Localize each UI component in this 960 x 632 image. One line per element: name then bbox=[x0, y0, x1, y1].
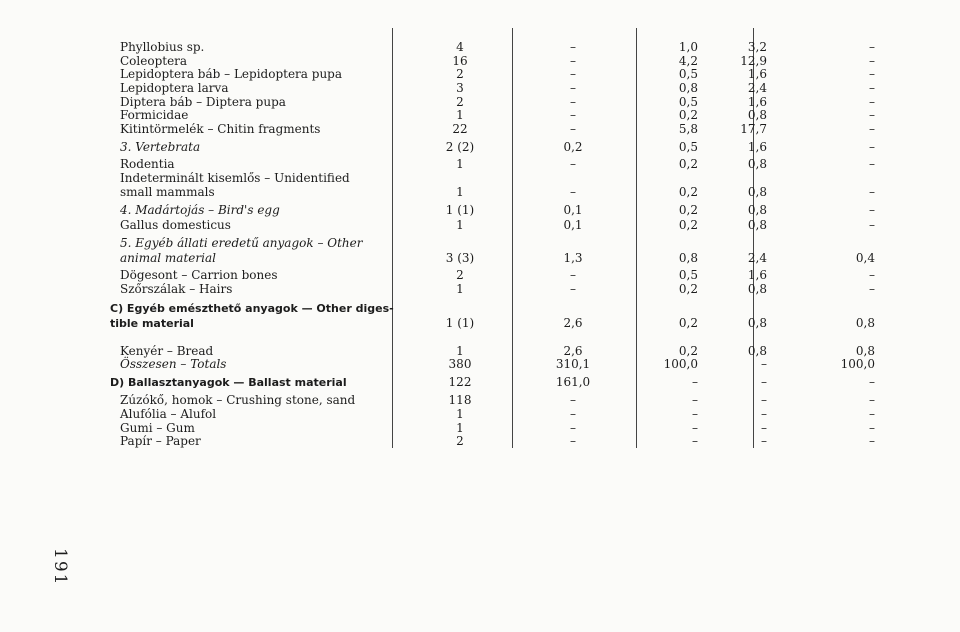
cell-c4: 1,6 bbox=[747, 268, 767, 282]
cell-c2: – bbox=[570, 81, 576, 95]
cell-c3: 0,2 bbox=[678, 203, 698, 217]
cell-c4: 0,8 bbox=[747, 316, 767, 330]
cell-c2: 0,1 bbox=[563, 218, 583, 232]
cell-c2: – bbox=[570, 282, 576, 296]
cell-c3: 0,2 bbox=[678, 316, 698, 330]
cell-c4: – bbox=[761, 407, 767, 421]
cell-c4: 1,6 bbox=[747, 67, 767, 81]
cell-c5: – bbox=[869, 122, 875, 136]
cell-c1: 1 bbox=[456, 108, 464, 122]
cell-c3: 0,5 bbox=[678, 67, 698, 81]
cell-c5: – bbox=[869, 268, 875, 282]
cell-c2: – bbox=[570, 434, 576, 448]
cell-c4: 0,8 bbox=[747, 282, 767, 296]
cell-c3: 0,8 bbox=[678, 81, 698, 95]
cell-c3: 0,2 bbox=[678, 185, 698, 199]
row-label: Papír – Paper bbox=[120, 434, 201, 448]
table-row bbox=[0, 140, 960, 155]
cell-c4: 0,8 bbox=[747, 157, 767, 171]
cell-c4: 0,8 bbox=[747, 218, 767, 232]
cell-c5: – bbox=[869, 375, 875, 389]
cell-c2: – bbox=[570, 268, 576, 282]
cell-c5: – bbox=[869, 407, 875, 421]
table-row bbox=[0, 434, 960, 449]
cell-c4: – bbox=[761, 421, 767, 435]
cell-c5: – bbox=[869, 54, 875, 68]
cell-c4: – bbox=[761, 393, 767, 407]
cell-c1: 1 (1) bbox=[445, 316, 475, 330]
row-label: Gallus domesticus bbox=[120, 218, 231, 232]
cell-c1: 1 bbox=[456, 421, 464, 435]
cell-c3: 100,0 bbox=[663, 357, 698, 371]
cell-c5: 100,0 bbox=[840, 357, 875, 371]
cell-c4: 12,9 bbox=[740, 54, 767, 68]
cell-c1: 1 bbox=[456, 157, 464, 171]
cell-c2: – bbox=[570, 185, 576, 199]
row-label: Gumi – Gum bbox=[120, 421, 195, 435]
row-label: Dögesont – Carrion bones bbox=[120, 268, 278, 282]
table-row bbox=[0, 282, 960, 297]
row-label: Szőrszálak – Hairs bbox=[120, 282, 233, 296]
cell-c4: 2,4 bbox=[747, 251, 767, 265]
cell-c4: – bbox=[761, 434, 767, 448]
row-label: Phyllobius sp. bbox=[120, 40, 205, 54]
cell-c3: 4,2 bbox=[678, 54, 698, 68]
table-row bbox=[0, 393, 960, 408]
row-label: Kenyér – Bread bbox=[120, 344, 214, 358]
cell-c2: 2,6 bbox=[563, 344, 583, 358]
cell-c3: 0,2 bbox=[678, 108, 698, 122]
row-label: Coleoptera bbox=[120, 54, 188, 68]
cell-c2: 0,2 bbox=[563, 140, 583, 154]
cell-c4: 0,8 bbox=[747, 108, 767, 122]
cell-c2: – bbox=[570, 54, 576, 68]
cell-c4: – bbox=[761, 357, 767, 371]
table-row bbox=[0, 236, 960, 251]
table-row bbox=[0, 218, 960, 233]
cell-c5: 0,4 bbox=[855, 251, 875, 265]
cell-c5: – bbox=[869, 81, 875, 95]
table-row bbox=[0, 357, 960, 372]
cell-c3: 0,5 bbox=[678, 140, 698, 154]
row-label: Zúzókő, homok – Crushing stone, sand bbox=[120, 393, 356, 407]
cell-c5: – bbox=[869, 108, 875, 122]
cell-c3: 1,0 bbox=[678, 40, 698, 54]
table-row bbox=[0, 203, 960, 218]
row-label: D) Ballasztanyagok — Ballast material bbox=[110, 376, 347, 389]
cell-c1: 2 bbox=[456, 268, 464, 282]
row-label: Kitintörmelék – Chitin fragments bbox=[120, 122, 321, 136]
cell-c2: 1,3 bbox=[563, 251, 583, 265]
cell-c3: 0,2 bbox=[678, 157, 698, 171]
cell-c5: – bbox=[869, 185, 875, 199]
cell-c3: 0,5 bbox=[678, 95, 698, 109]
table-row bbox=[0, 40, 960, 55]
cell-c5: 0,8 bbox=[855, 316, 875, 330]
table-row bbox=[0, 185, 960, 200]
cell-c2: – bbox=[570, 407, 576, 421]
cell-c5: – bbox=[869, 40, 875, 54]
cell-c4: 0,8 bbox=[747, 344, 767, 358]
cell-c3: 0,2 bbox=[678, 344, 698, 358]
row-label: C) Egyéb emészthető anyagok — Other diges- bbox=[110, 302, 394, 315]
row-label: Formicidae bbox=[120, 108, 189, 122]
row-label: Rodentia bbox=[120, 157, 175, 171]
cell-c5: – bbox=[869, 203, 875, 217]
cell-c5: – bbox=[869, 393, 875, 407]
row-label: Összesen – Totals bbox=[120, 357, 227, 371]
cell-c4: 3,2 bbox=[747, 40, 767, 54]
cell-c4: 1,6 bbox=[747, 95, 767, 109]
cell-c1: 118 bbox=[448, 393, 472, 407]
table-row bbox=[0, 157, 960, 172]
cell-c1: 16 bbox=[452, 54, 468, 68]
cell-c2: 2,6 bbox=[563, 316, 583, 330]
cell-c2: – bbox=[570, 122, 576, 136]
table-row bbox=[0, 108, 960, 123]
cell-c4: 2,4 bbox=[747, 81, 767, 95]
cell-c1: 1 bbox=[456, 344, 464, 358]
cell-c3: 0,5 bbox=[678, 268, 698, 282]
cell-c3: – bbox=[692, 393, 698, 407]
cell-c1: 2 bbox=[456, 434, 464, 448]
cell-c3: – bbox=[692, 434, 698, 448]
table-row bbox=[0, 316, 960, 331]
row-label: 5. Egyéb állati eredetű anyagok – Other bbox=[120, 236, 363, 250]
cell-c5: – bbox=[869, 218, 875, 232]
cell-c4: 0,8 bbox=[747, 185, 767, 199]
cell-c2: – bbox=[570, 421, 576, 435]
cell-c1: 122 bbox=[448, 375, 472, 389]
cell-c2: – bbox=[570, 108, 576, 122]
cell-c4: 17,7 bbox=[740, 122, 767, 136]
cell-c2: – bbox=[570, 40, 576, 54]
table-row bbox=[0, 81, 960, 96]
cell-c1: 1 bbox=[456, 185, 464, 199]
row-label: animal material bbox=[120, 251, 216, 265]
page-number: 191 bbox=[50, 548, 70, 587]
table-row bbox=[0, 375, 960, 390]
row-label: 3. Vertebrata bbox=[120, 140, 201, 154]
row-label: tible material bbox=[110, 317, 194, 330]
cell-c2: – bbox=[570, 393, 576, 407]
cell-c3: 0,8 bbox=[678, 251, 698, 265]
table-row bbox=[0, 67, 960, 82]
cell-c2: – bbox=[570, 95, 576, 109]
cell-c1: 1 bbox=[456, 407, 464, 421]
cell-c5: 0,8 bbox=[855, 344, 875, 358]
cell-c2: – bbox=[570, 157, 576, 171]
cell-c3: – bbox=[692, 421, 698, 435]
cell-c4: 1,6 bbox=[747, 140, 767, 154]
table-row bbox=[0, 407, 960, 422]
cell-c2: 161,0 bbox=[555, 375, 591, 389]
table-row bbox=[0, 268, 960, 283]
cell-c1: 1 bbox=[456, 218, 464, 232]
cell-c1: 2 bbox=[456, 95, 464, 109]
table-row bbox=[0, 171, 960, 186]
cell-c5: – bbox=[869, 95, 875, 109]
cell-c5: – bbox=[869, 434, 875, 448]
cell-c1: 2 bbox=[456, 67, 464, 81]
cell-c3: 0,2 bbox=[678, 218, 698, 232]
row-label: small mammals bbox=[120, 185, 215, 199]
cell-c5: – bbox=[869, 282, 875, 296]
cell-c1: 1 (1) bbox=[445, 203, 475, 217]
cell-c1: 380 bbox=[448, 357, 472, 371]
cell-c4: – bbox=[761, 375, 767, 389]
table-row bbox=[0, 301, 960, 316]
cell-c4: 0,8 bbox=[747, 203, 767, 217]
row-label: Lepidoptera báb – Lepidoptera pupa bbox=[120, 67, 343, 81]
cell-c5: – bbox=[869, 421, 875, 435]
cell-c1: 3 bbox=[456, 81, 464, 95]
cell-c3: – bbox=[692, 375, 698, 389]
cell-c1: 22 bbox=[452, 122, 468, 136]
cell-c5: – bbox=[869, 140, 875, 154]
cell-c3: – bbox=[692, 407, 698, 421]
row-label: 4. Madártojás – Bird's egg bbox=[120, 203, 280, 217]
cell-c1: 4 bbox=[456, 40, 464, 54]
cell-c3: 5,8 bbox=[678, 122, 698, 136]
cell-c2: 0,1 bbox=[563, 203, 583, 217]
row-label: Indeterminált kisemlős – Unidentified bbox=[120, 171, 350, 185]
cell-c2: – bbox=[570, 67, 576, 81]
cell-c5: – bbox=[869, 157, 875, 171]
cell-c3: 0,2 bbox=[678, 282, 698, 296]
cell-c1: 3 (3) bbox=[445, 251, 475, 265]
cell-c1: 1 bbox=[456, 282, 464, 296]
table-row bbox=[0, 251, 960, 266]
cell-c2: 310,1 bbox=[555, 357, 591, 371]
row-label: Lepidoptera larva bbox=[120, 81, 229, 95]
table-row bbox=[0, 122, 960, 137]
cell-c5: – bbox=[869, 67, 875, 81]
row-label: Diptera báb – Diptera pupa bbox=[120, 95, 286, 109]
cell-c1: 2 (2) bbox=[445, 140, 475, 154]
row-label: Alufólia – Alufol bbox=[120, 407, 217, 421]
